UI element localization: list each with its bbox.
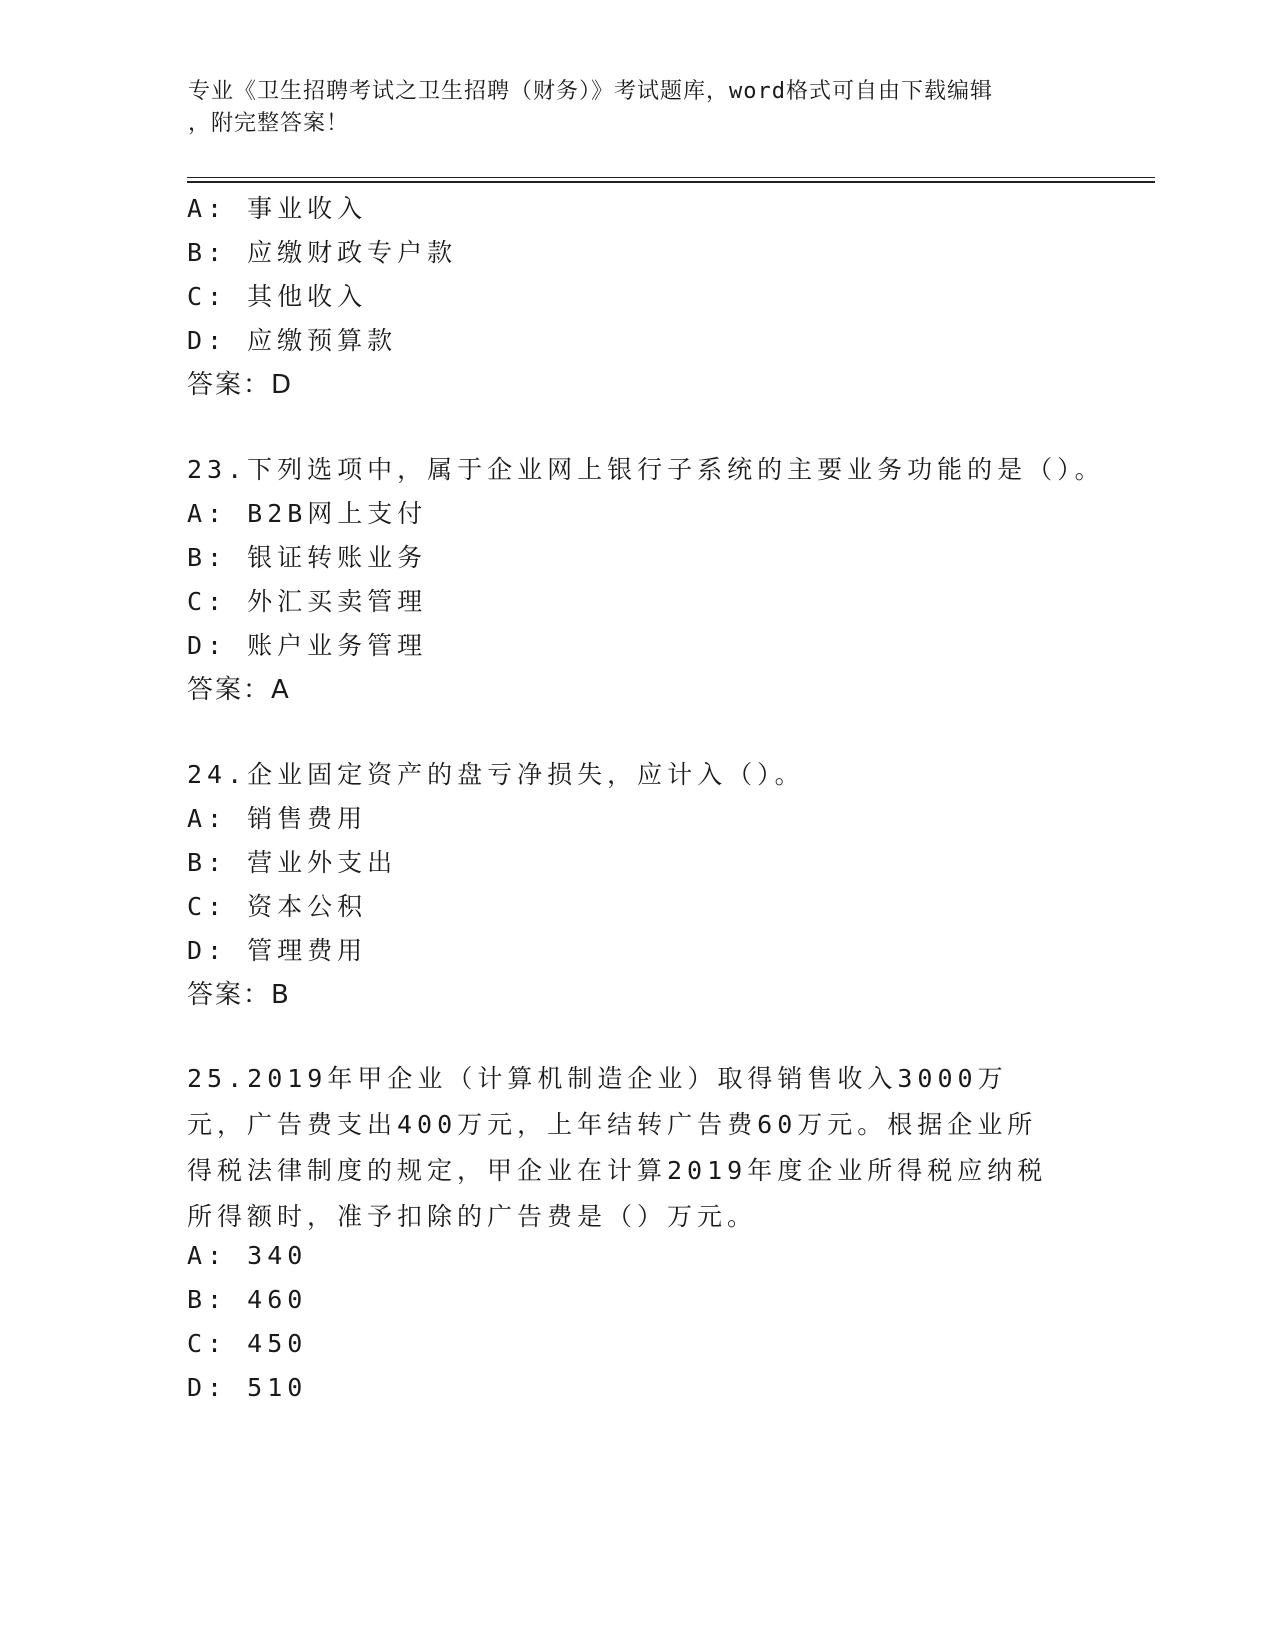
q24-option-d: D: 管理费用 [187,936,368,965]
q25-question: 25.2019年甲企业（计算机制造企业）取得销售收入3000万元，广告费支出400万元，上年结转广告费60万元。根据企业所得税法律制度的规定，甲企业在计算2019年度企业所得税应纳税所得额时，准予扣除的广告费是（）万元。 [187,1064,1048,1231]
q23-option-a: A: B2B网上支付 [187,499,428,528]
q25-option-a: A: 340 [187,1241,308,1270]
header-line-2: ，附完整答案！ [188,111,350,136]
q25-option-d: D: 510 [187,1373,308,1402]
header-line-1: 专业《卫生招聘考试之卫生招聘（财务）》考试题库，word格式可自由下载编辑 [188,79,993,104]
q23-option-c: C: 外汇买卖管理 [187,587,428,616]
document-header [188,76,1068,140]
q22-option-d: D: 应缴预算款 [187,326,398,355]
q23-option-b: B: 银证转账业务 [187,543,428,572]
q22-option-c: C: 其他收入 [187,282,368,311]
header-divider-thin [187,177,1155,178]
q22-option-a: A: 事业收入 [187,194,368,223]
q22-option-b: B: 应缴财政专户款 [187,238,458,267]
q25-option-b: B: 460 [187,1285,308,1314]
q24-question: 24.企业固定资产的盘亏净损失，应计入（）。 [187,760,805,789]
q25-option-c: C: 450 [187,1329,308,1358]
q23-answer: 答案：A [187,675,291,705]
q22-answer: 答案：D [187,370,294,400]
q24-answer: 答案：B [187,980,291,1010]
header-divider-thick [187,181,1155,183]
q24-option-b: B: 营业外支出 [187,848,398,877]
q23-question: 23.下列选项中，属于企业网上银行子系统的主要业务功能的是（）。 [187,455,1105,484]
q24-option-c: C: 资本公积 [187,892,368,921]
q23-option-d: D: 账户业务管理 [187,631,428,660]
q24-option-a: A: 销售费用 [187,804,368,833]
